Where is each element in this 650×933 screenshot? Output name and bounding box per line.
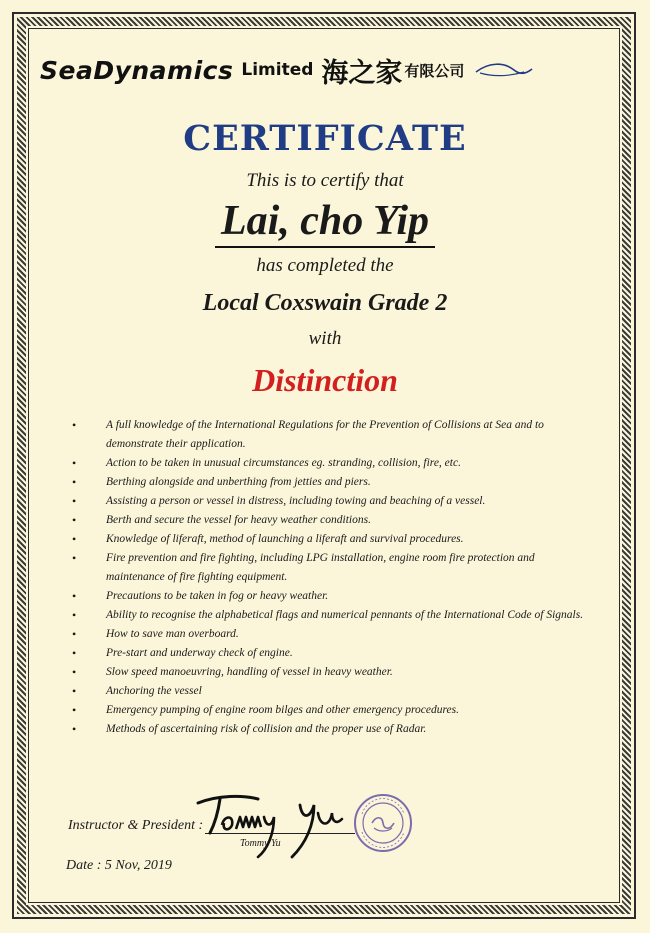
list-item: • Slow speed manoeuvring, handling of vessel in heavy weather. <box>72 663 592 682</box>
instructor-label: Instructor & President : <box>68 818 204 833</box>
honor-distinction: Distinction <box>252 362 398 398</box>
completed-line: has completed the <box>256 255 394 276</box>
list-item: • Pre-start and underway check of engine. <box>72 644 592 663</box>
issue-date: Date : 5 Nov, 2019 <box>66 858 172 873</box>
list-item: • Knowledge of liferaft, method of launching a liferaft and survival procedures. <box>72 530 592 549</box>
certify-line: This is to certify that <box>246 170 404 191</box>
logo-swoosh-icon <box>474 60 534 80</box>
list-item: • A full knowledge of the International Regulations for the Prevention of Collisions at Sea and to demonstrate their application. <box>72 416 592 454</box>
recipient-name: Lai, cho Yip <box>215 196 435 248</box>
list-item: • Ability to recognise the alphabetical flags and numerical pennants of the International Code of Signals. <box>72 606 592 625</box>
list-item: • Anchoring the vessel <box>72 682 592 701</box>
list-item: • Emergency pumping of engine room bilges and other emergency procedures. <box>72 701 592 720</box>
list-item: • Precautions to be taken in fog or heavy weather. <box>72 587 592 606</box>
recipient-name-wrapper <box>0 196 650 248</box>
list-item: • Assisting a person or vessel in distress, including towing and beaching of a vessel. <box>72 492 592 511</box>
list-item: • How to save man overboard. <box>72 625 592 644</box>
list-item: • Berth and secure the vessel for heavy weather conditions. <box>72 511 592 530</box>
list-item: • Action to be taken in unusual circumstances eg. stranding, collision, fire, etc. <box>72 454 592 473</box>
company-header <box>40 50 610 90</box>
skills-list <box>72 416 592 739</box>
company-name-cn-suffix: 有限公司 <box>404 61 465 80</box>
company-suffix: Limited <box>241 60 314 80</box>
printed-signatory-name: Tommy Yu <box>240 838 281 849</box>
list-item: • Berthing alongside and unberthing from jetties and piers. <box>72 473 592 492</box>
handwritten-signature <box>188 785 358 865</box>
list-item: • Methods of ascertaining risk of collision and the proper use of Radar. <box>72 720 592 739</box>
company-name-en: SeaDynamics <box>40 55 234 85</box>
company-seal-stamp <box>352 792 414 854</box>
list-item: • Fire prevention and fire fighting, including LPG installation, engine room fire protection and maintenance of fire fighting equipment. <box>72 549 592 587</box>
course-name: Local Coxswain Grade 2 <box>202 290 448 316</box>
with-line: with <box>308 328 342 349</box>
certificate-title: CERTIFICATE <box>183 118 467 159</box>
company-name-cn: 海之家 <box>321 57 403 89</box>
